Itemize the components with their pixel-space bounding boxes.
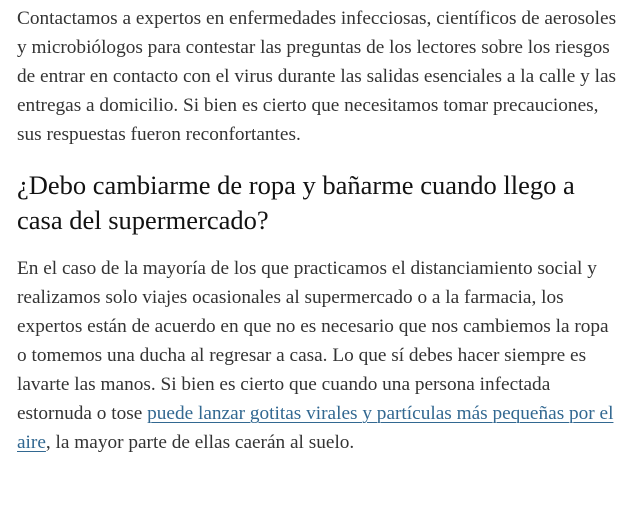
article-body bbox=[17, 0, 622, 457]
answer-text-end: , la mayor parte de ellas caerán al suelo. bbox=[45, 432, 355, 453]
answer-text-start: En el caso de la mayoría de los que practicamos el distanciamiento social y realizamos solo viajes ocasionales al supermercado o a la farmacia, los expertos están de acuerdo en que no es necesario que nos cambiemos la ropa o tomemos una ducha al regresar a casa. Lo que sí debes hacer siempre es lavarte las manos. Si bien es cierto que cuando una persona infectada estornuda o tose bbox=[17, 258, 609, 424]
viral-droplets-link[interactable]: puede lanzar gotitas virales y partículas más pequeñas por el aire bbox=[17, 403, 614, 453]
question-heading: ¿Debo cambiarme de ropa y bañarme cuando llego a casa del supermercado? bbox=[17, 170, 575, 235]
answer-paragraph bbox=[17, 254, 622, 457]
intro-paragraph: Contactamos a expertos en enfermedades infecciosas, científicos de aerosoles y microbiólogos para contestar las preguntas de los lectores sobre los riesgos de entrar en contacto con el virus durante las salidas esenciales a la calle y las entregas a domicilio. Si bien es cierto que necesitamos tomar precauciones, sus respuestas fueron reconfortantes. bbox=[17, 8, 617, 145]
